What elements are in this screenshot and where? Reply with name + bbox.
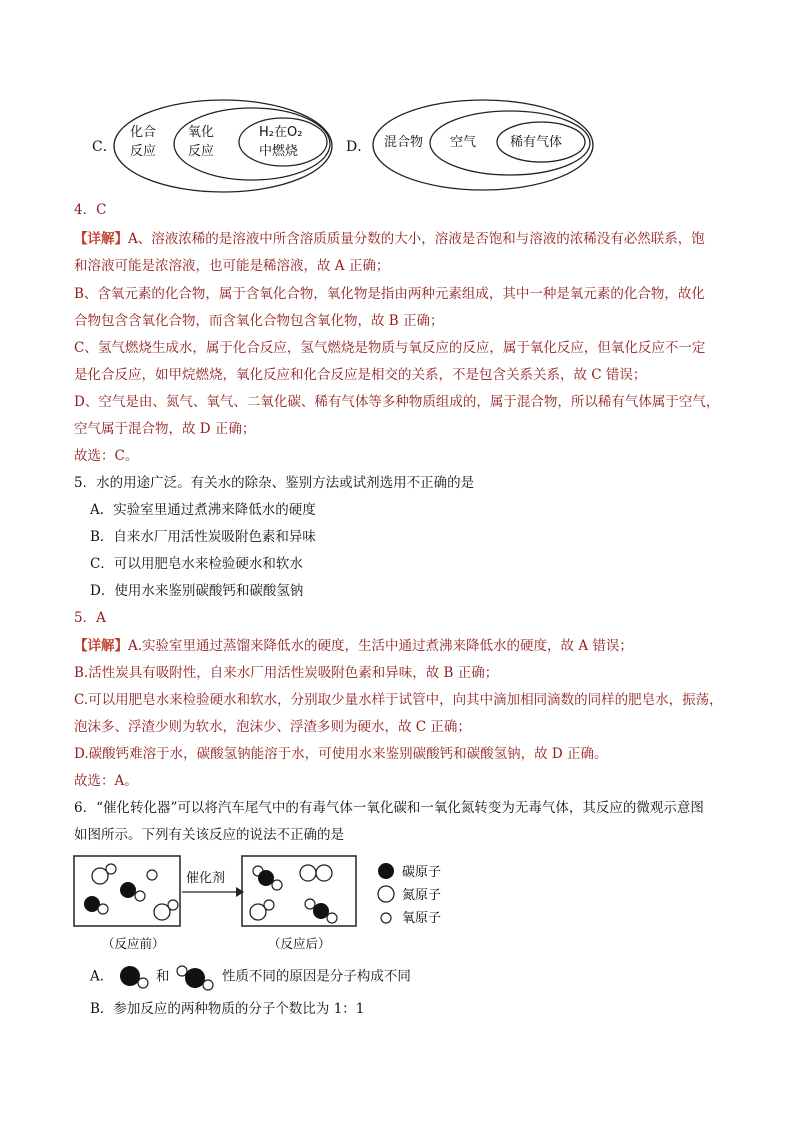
outer-label-2: 反应 xyxy=(130,144,157,159)
inner-label-1: H₂在O₂ xyxy=(259,125,303,140)
option-a-and: 和 xyxy=(155,968,170,985)
q6-stem-line-1: 6．“催化转化器”可以将汽车尾气中的有毒气体一氧化碳和一氧化氮转变为无毒气体，其反应的微观示意图 xyxy=(74,800,704,816)
carbon-atom xyxy=(120,882,136,898)
catalyst-label: 催化剂 xyxy=(186,871,226,886)
q4-conclusion: 故选：C。 xyxy=(74,448,139,464)
legend-carbon: 碳原子 xyxy=(402,865,442,880)
q5-option-a: A．实验室里通过煮沸来降低水的硬度 xyxy=(90,502,316,518)
q4-explanation-line-3: B、含氧元素的化合物，属于含氧化合物，氧化物是指由两种元素组成，其中一种是氧元素的化合物，故化 xyxy=(74,286,705,302)
oxygen-atom xyxy=(168,900,178,910)
q5-explanation-line-2: B.活性炭具有吸附性，自来水厂用活性炭吸附色素和异味，故 B 正确； xyxy=(74,665,499,681)
middle-label-2: 反应 xyxy=(188,144,215,159)
nitrogen-legend-icon xyxy=(378,886,394,902)
legend-oxygen: 氧原子 xyxy=(402,911,442,926)
q5-option-c: C．可以用肥皂水来检验硬水和软水 xyxy=(90,556,303,572)
inner-label: 稀有气体 xyxy=(510,135,563,150)
option-a-text: 性质不同的原因是分子构成不同 xyxy=(221,968,411,985)
q5-explanation-line-1: 【详解】A.实验室里通过蒸馏来降低水的硬度，生活中通过煮沸来降低水的硬度，故 A 错误； xyxy=(74,638,633,654)
q5-explanation-line-5: D.碳酸钙难溶于水，碳酸氢钠能溶于水，可使用水来鉴别碳酸钙和碳酸氢钠，故 D 正确。 xyxy=(74,746,608,762)
figure-c-nested-ellipses xyxy=(112,98,334,194)
q6-option-b: B．参加反应的两种物质的分子个数比为 1：1 xyxy=(90,1001,365,1017)
q4-explanation-line-2: 和溶液可能是浓溶液，也可能是稀溶液，故 A 正确； xyxy=(74,258,390,274)
co2-molecule-icon xyxy=(174,963,218,991)
nitrogen-atom xyxy=(316,865,332,881)
inner-label-2: 中燃烧 xyxy=(259,144,299,159)
q5-explanation-line-4: 泡沫多、浮渣少则为软水，泡沫少、浮渣多则为硬水，故 C 正确； xyxy=(74,719,471,735)
option-d-label: D． xyxy=(346,139,372,155)
oxygen-atom xyxy=(305,899,315,909)
q4-explanation-line-6: 是化合反应，如甲烷燃烧，氧化反应和化合反应是相交的关系，不是包含关系关系，故 C 错误； xyxy=(74,367,647,383)
q4-explanation-line-1: 【详解】A、溶液浓稀的是溶液中所含溶质质量分数的大小，溶液是否饱和与溶液的浓稀没有必然联系，饱 xyxy=(74,231,705,247)
q4-explanation-line-7: D、空气是由、氮气、氧气、二氧化碳、稀有气体等多种物质组成的，属于混合物，所以稀有气体属于空气， xyxy=(74,394,720,410)
middle-label-1: 氧化 xyxy=(188,125,215,140)
explanation-tag: 【详解】 xyxy=(74,638,128,654)
oxygen-atom xyxy=(272,880,282,890)
q4-explanation-line-5: C、氢气燃烧生成水，属于化合反应，氢气燃烧是物质与氧反应的反应，属于氧化反应，但氧化反应不一定 xyxy=(74,340,706,356)
explanation-tag: 【详解】 xyxy=(74,231,128,247)
q5-conclusion: 故选：A。 xyxy=(74,773,138,789)
reaction-diagram xyxy=(70,852,460,952)
before-caption: （反应前） xyxy=(102,936,165,951)
oxygen-atom xyxy=(106,864,116,874)
q5-option-b: B．自来水厂用活性炭吸附色素和异味 xyxy=(90,529,316,545)
oxygen-atom xyxy=(147,870,157,880)
outer-label-1: 化合 xyxy=(130,125,157,140)
q4-explanation-line-4: 合物包含含氧化合物，而含氧化合物包含氧化物，故 B 正确； xyxy=(74,313,444,329)
oxygen-atom xyxy=(264,900,274,910)
carbon-legend-icon xyxy=(378,863,394,879)
outer-label: 混合物 xyxy=(384,135,424,150)
oxygen-atom xyxy=(327,913,337,923)
after-caption: （反应后） xyxy=(268,936,331,951)
q6-option-a xyxy=(90,963,411,991)
oxygen-atom xyxy=(135,891,145,901)
q5-answer: 5．A xyxy=(74,610,106,626)
oxygen-legend-icon xyxy=(381,913,391,923)
option-c-label: C． xyxy=(92,139,117,155)
q5-explanation-line-3: C.可以用肥皂水来检验硬水和软水，分别取少量水样于试管中，向其中滴加相同滴数的同样的肥皂水，振荡， xyxy=(74,692,723,708)
arrow-head xyxy=(236,887,244,897)
nitrogen-atom xyxy=(300,865,316,881)
co-molecule-icon xyxy=(118,965,152,989)
middle-label: 空气 xyxy=(450,135,477,150)
q5-stem: 5．水的用途广泛。有关水的除杂、鉴别方法或试剂选用不正确的是 xyxy=(74,475,475,491)
legend-nitrogen: 氮原子 xyxy=(402,888,442,903)
option-a-prefix: A． xyxy=(90,968,114,985)
q6-stem-line-2: 如图所示。下列有关该反应的说法不正确的是 xyxy=(74,827,344,843)
q4-answer: 4．C xyxy=(74,202,107,218)
q4-explanation-line-8: 空气属于混合物，故 D 正确； xyxy=(74,421,256,437)
figure-d-nested-ellipses xyxy=(370,98,596,194)
oxygen-atom xyxy=(98,904,108,914)
q5-option-d: D．使用水来鉴别碳酸钙和碳酸氢钠 xyxy=(90,583,304,599)
